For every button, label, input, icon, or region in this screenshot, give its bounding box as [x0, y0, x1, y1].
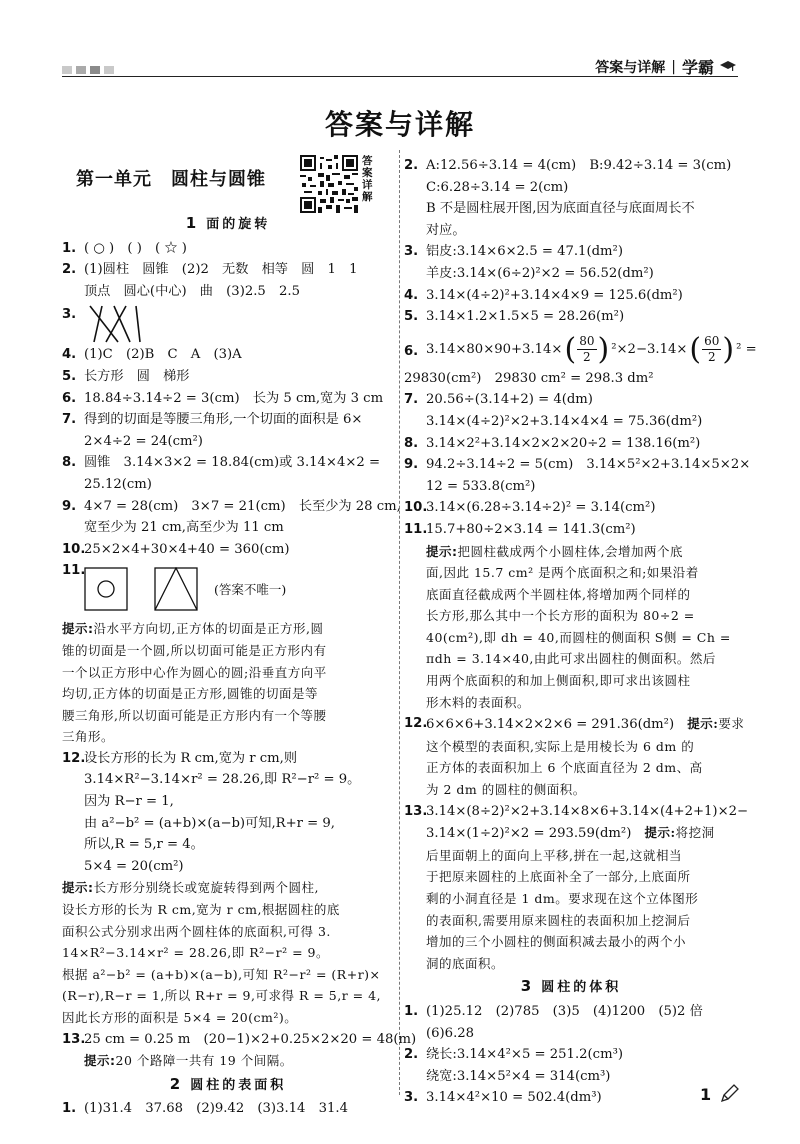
hint-line: 要求: [718, 716, 745, 732]
section-heading: [62, 213, 394, 236]
figure-note: (答案不唯一): [214, 581, 287, 597]
hint-label: 提示:: [644, 825, 676, 841]
answer-line: 顶点 圆心(中心) 曲 (3)2.5 2.5: [84, 283, 300, 299]
hint-line: 14×R²−3.14×r² = 28.26,即 R²−r² = 9。: [62, 945, 329, 961]
item-number: 2.: [404, 1047, 419, 1063]
answer-line: 20.56÷(3.14+2) = 4(dm): [426, 392, 593, 408]
answer-line: 对应。: [426, 222, 466, 238]
answer-line: 3.14×(1÷2)²×2 = 293.59(dm²): [426, 826, 632, 842]
hint-line: πdh = 3.14×40,由此可求出圆柱的侧面积。然后: [426, 651, 716, 667]
running-header: [595, 55, 736, 78]
item-number: 13.: [62, 1031, 86, 1047]
answer-item: [62, 539, 394, 561]
answer-line: 25 cm = 0.25 m (20−1)×2+0.25×2×20 = 48(m): [84, 1031, 417, 1047]
hint-line: 长方形,那么其中一个长方形的面积为 80÷2 =: [426, 608, 695, 624]
answer-line: 3.14×4²×10 = 502.4(dm³): [426, 1090, 602, 1106]
answer-item: [62, 496, 401, 539]
formula-part: ² =: [736, 341, 757, 357]
answer-line: 绕长:3.14×4²×5 = 251.2(cm³): [426, 1047, 624, 1063]
answer-line: 3.14×(4÷2)²×2+3.14×4×4 = 75.36(dm²): [426, 413, 703, 429]
answer-line: 绕宽:3.14×5²×4 = 314(cm³): [426, 1068, 611, 1084]
formula-line: 3.14×80×90+3.14× ( $\frac{80}{2}$ ) ²×2−3.14× ( $\frac{60}{2}$ ) ² =: [426, 331, 757, 367]
left-column: [62, 155, 417, 1120]
section-number: 3: [520, 977, 532, 996]
answer-line: 18.84÷3.14÷2 = 3(cm) 长为 5 cm,宽为 3 cm: [84, 390, 384, 406]
hint-line: 面,因此 15.7 cm² 是两个底面积之和;如果沿着: [426, 565, 699, 581]
answer-line: 因为 R−r = 1,: [84, 794, 174, 810]
item-number: 11.: [404, 521, 428, 537]
answer-item: [404, 241, 738, 284]
answer-line: 15.7+80÷2×3.14 = 141.3(cm²): [426, 521, 636, 537]
hint-line: 面积公式分别求出两个圆柱体的底面积,可得 3.: [62, 923, 331, 939]
answer-item: [404, 433, 738, 455]
item-number: 8.: [404, 435, 419, 451]
answer-line: 3.14×(6.28÷3.14÷2)² = 3.14(cm²): [426, 500, 656, 516]
answer-item: [62, 748, 394, 878]
hint-line: 根据 a²−b² = (a+b)×(a−b),可知 R²−r² = (R+r)×: [62, 966, 381, 982]
hint-block: [62, 618, 394, 748]
fraction-numerator: 80: [579, 334, 595, 349]
item-number: 6.: [62, 390, 77, 406]
item-number: 7.: [404, 392, 419, 408]
fraction-denominator: 2: [583, 350, 591, 365]
section-title: 圆柱的体积: [541, 980, 622, 996]
item-number: 3.: [404, 244, 419, 260]
answer-line: (1)圆柱 圆锥 (2)2 无数 相等 圆 1 1: [84, 262, 358, 278]
answer-item: [62, 388, 394, 410]
hint-line: 均切,正方体的切面是正方形,圆锥的切面是等: [62, 686, 318, 702]
answer-item: [404, 801, 749, 975]
formula-part: 3.14×80×90+3.14×: [426, 341, 563, 357]
qr-label: 答案详解: [362, 155, 373, 203]
hint-label: 提示:: [426, 543, 458, 559]
item-number: 2.: [404, 158, 419, 173]
answer-item: [62, 452, 394, 495]
answer-line: 25.12(cm): [84, 476, 152, 492]
answer-line: (6)6.28: [426, 1025, 475, 1041]
answer-line: 3.14×(4÷2)²+3.14×4×9 = 125.6(dm²): [426, 287, 683, 303]
item-number: 4.: [404, 287, 419, 303]
section-number: 2: [169, 1074, 181, 1093]
hint-line: 于把原来圆柱的上底面补全了一部分,上底面所: [426, 869, 691, 885]
item-number: 10.: [404, 500, 428, 516]
answer-line: 由 a²−b² = (a+b)×(a−b)可知,R+r = 9,: [84, 815, 335, 831]
answer-item: [404, 389, 738, 432]
answer-item: [404, 285, 738, 307]
pencil-icon: [718, 1083, 740, 1105]
answer-item: [404, 454, 751, 497]
item-number: 7.: [62, 412, 77, 428]
unit-title: 第一单元 圆柱与圆锥: [76, 169, 266, 190]
hint-line: 锥的切面是一个圆,所以切面可能是正方形内有: [62, 642, 327, 658]
answer-line: A:12.56÷3.14 = 4(cm) B:9.42÷3.14 = 3(cm): [426, 158, 732, 173]
answer-line: 宽至少为 21 cm,高至少为 11 cm: [84, 520, 284, 536]
section-title: 圆柱的表面积: [190, 1077, 287, 1093]
unit-header: [62, 155, 394, 211]
answer-item: [62, 304, 394, 344]
hint-line: 的表面积,需要用原来圆柱的表面积加上挖洞后: [426, 912, 691, 928]
answer-line: 羊皮:3.14×(6÷2)²×2 = 56.52(dm²): [426, 265, 654, 281]
right-column: [404, 155, 757, 1109]
answer-item: [62, 560, 394, 618]
hint-line: 将挖洞: [675, 825, 715, 841]
hint-label: 提示:: [687, 716, 719, 732]
answer-item: [62, 238, 394, 260]
hint-line: 剩的小洞直径是 1 dm。要求现在这个立体图形: [426, 891, 699, 906]
answer-item: [404, 155, 738, 241]
answer-line: 3.14×(8÷2)²×2+3.14×8×6+3.14×(4+2+1)×2−: [426, 803, 749, 819]
hint-line: (R−r),R−r = 1,所以 R+r = 9,可求得 R = 5,r = 4,: [62, 988, 382, 1004]
hint-label: 提示:: [62, 880, 94, 896]
answer-line: 长方形 圆 梯形: [84, 368, 190, 384]
answer-item: [62, 366, 394, 388]
answer-item: [404, 1044, 738, 1087]
hint-line: 沿水平方向切,正方体的切面是正方形,圆: [93, 621, 324, 637]
item-number: 3.: [404, 1090, 419, 1106]
answer-item: [62, 344, 394, 366]
answer-line: ( ○ ) ( ) ( ☆ ): [84, 240, 187, 256]
brand-logo: 学霸: [681, 58, 714, 77]
item-number: 5.: [404, 309, 419, 325]
answer-item: [404, 519, 738, 713]
item-number: 13.: [404, 803, 428, 819]
answer-line: 设长方形的长为 R cm,宽为 r cm,则: [84, 750, 298, 766]
matching-lines-figure: [84, 304, 144, 344]
answer-line: 25×2×4+30×4+40 = 360(cm): [84, 541, 290, 557]
hint-line: 形木料的表面积。: [426, 694, 531, 710]
answer-line: 29830(cm²) 29830 cm² = 298.3 dm²: [404, 370, 654, 386]
hint-line: 为 2 dm 的圆柱的侧面积。: [426, 782, 586, 798]
section-number: 1: [185, 214, 197, 232]
hint-line: 20 个路障一共有 19 个间隔。: [115, 1053, 293, 1069]
answer-line: 3.14×2²+3.14×2×2×20÷2 = 138.16(m²): [426, 435, 701, 451]
item-number: 10.: [62, 541, 86, 557]
item-number: 11.: [62, 563, 86, 579]
hint-line: 一个以正方形中心作为圆心的圆;沿垂直方向平: [62, 664, 327, 680]
answer-item: [404, 497, 738, 519]
item-number: 1.: [404, 1003, 419, 1019]
answer-item: [62, 1029, 417, 1072]
answer-item: [404, 713, 745, 800]
hint-line: 设长方形的长为 R cm,宽为 r cm,根据圆柱的底: [62, 902, 340, 918]
hint-line: 因此长方形的面积是 5×4 = 20(cm²)。: [62, 1010, 298, 1025]
hint-line: 腰三角形,所以切面可能是正方形内有一个等腰: [62, 707, 327, 723]
answer-line: 得到的切面是等腰三角形,一个切面的面积是 6×: [84, 412, 363, 428]
answer-line: 3.14×R²−3.14×r² = 28.26,即 R²−r² = 9。: [84, 772, 361, 788]
hint-line: 用两个底面积的和加上侧面积,即可求出该圆柱: [426, 673, 691, 689]
answer-item: [404, 1087, 738, 1109]
item-number: 8.: [62, 455, 77, 471]
answer-line: 94.2÷3.14÷2 = 5(cm) 3.14×5²×2+3.14×5×2×: [426, 457, 751, 473]
answer-line: 圆锥 3.14×3×2 = 18.84(cm)或 3.14×4×2 =: [84, 455, 381, 471]
answer-line: 所以,R = 5,r = 4。: [84, 837, 204, 853]
item-number: 12.: [62, 750, 86, 766]
answer-line: C:6.28÷3.14 = 2(cm): [426, 179, 569, 195]
answer-line: (1)25.12 (2)785 (3)5 (4)1200 (5)2 倍: [426, 1003, 703, 1019]
hint-line: 这个模型的表面积,实际上是用棱长为 6 dm 的: [426, 738, 695, 754]
item-number: 12.: [404, 716, 428, 732]
answer-item: [404, 331, 757, 390]
page-number: 1: [700, 1085, 712, 1104]
item-number: 9.: [404, 457, 419, 473]
square-triangle-figure: [154, 567, 204, 611]
item-number: 9.: [62, 498, 77, 514]
hint-line: 把圆柱截成两个小圆柱体,会增加两个底: [457, 543, 683, 559]
hint-line: 40(cm²),即 dh = 40,而圆柱的侧面积 S侧 = Ch =: [426, 629, 731, 645]
answer-line: B 不是圆柱展开图,因为底面直径与底面周长不: [426, 201, 695, 217]
item-number: 4.: [62, 347, 77, 363]
column-divider: [399, 150, 400, 1095]
item-number: 1.: [62, 1101, 77, 1117]
hint-line: 三角形。: [62, 729, 115, 745]
answer-item: [62, 259, 394, 302]
hint-label: 提示:: [84, 1053, 116, 1069]
item-number: 2.: [62, 262, 77, 278]
hint-line: 正方体的表面积加上 6 个底面直径为 2 dm、高: [426, 760, 703, 776]
answer-line: (1)31.4 37.68 (2)9.42 (3)3.14 31.4: [84, 1101, 348, 1117]
hint-line: 后里面朝上的面向上平移,拼在一起,这就相当: [426, 847, 682, 863]
running-header-separator: |: [671, 58, 676, 75]
answer-item: [404, 1001, 738, 1044]
formula-part: ²×2−3.14×: [611, 341, 688, 357]
answer-line: 铝皮:3.14×6×2.5 = 47.1(dm²): [426, 244, 623, 260]
answer-item: [62, 1098, 394, 1120]
item-number: 3.: [62, 307, 77, 323]
answer-line: 3.14×1.2×1.5×5 = 28.26(m²): [426, 309, 625, 325]
page-title: 答案与详解: [324, 108, 475, 141]
hint-line: 增加的三个小圆柱的侧面积减去最小的两个小: [426, 934, 687, 950]
square-circle-figure: [84, 567, 128, 611]
hint-line: 底面直径截成两个半圆柱体,将增加两个同样的: [426, 586, 691, 602]
hint-line: 长方形分别绕长或宽旋转得到两个圆柱,: [93, 880, 319, 896]
fraction-denominator: 2: [707, 350, 716, 365]
answer-line: 12 = 533.8(cm²): [426, 478, 536, 494]
answer-item: [62, 409, 394, 452]
answer-line: 6×6×6+3.14×2×2×6 = 291.36(dm²): [426, 717, 675, 733]
answer-item: [404, 306, 738, 328]
qr-code-icon[interactable]: [300, 155, 358, 213]
item-number: 5.: [62, 368, 77, 384]
header-decoration: [62, 66, 114, 74]
section-heading: [62, 1074, 394, 1097]
item-number: 6.: [404, 343, 419, 359]
running-header-title: 答案与详解: [595, 59, 666, 76]
answer-line: 2×4÷2 = 24(cm²): [84, 433, 203, 449]
hint-block: [62, 877, 394, 1028]
answer-line: (1)C (2)B C A (3)A: [84, 347, 242, 363]
header-rule: [62, 76, 738, 77]
answer-line: 5×4 = 20(cm²): [84, 858, 184, 874]
hint-label: 提示:: [62, 621, 94, 637]
section-title: 面的旋转: [206, 217, 271, 232]
hint-block: [426, 541, 738, 714]
graduation-cap-icon: [720, 60, 736, 74]
answer-line: 4×7 = 28(cm) 3×7 = 21(cm) 长至少为 28 cm,: [84, 498, 401, 514]
fraction-numerator: 60: [704, 334, 720, 349]
section-heading: [404, 976, 738, 999]
item-number: 1.: [62, 240, 77, 256]
hint-line: 洞的底面积。: [426, 955, 505, 971]
